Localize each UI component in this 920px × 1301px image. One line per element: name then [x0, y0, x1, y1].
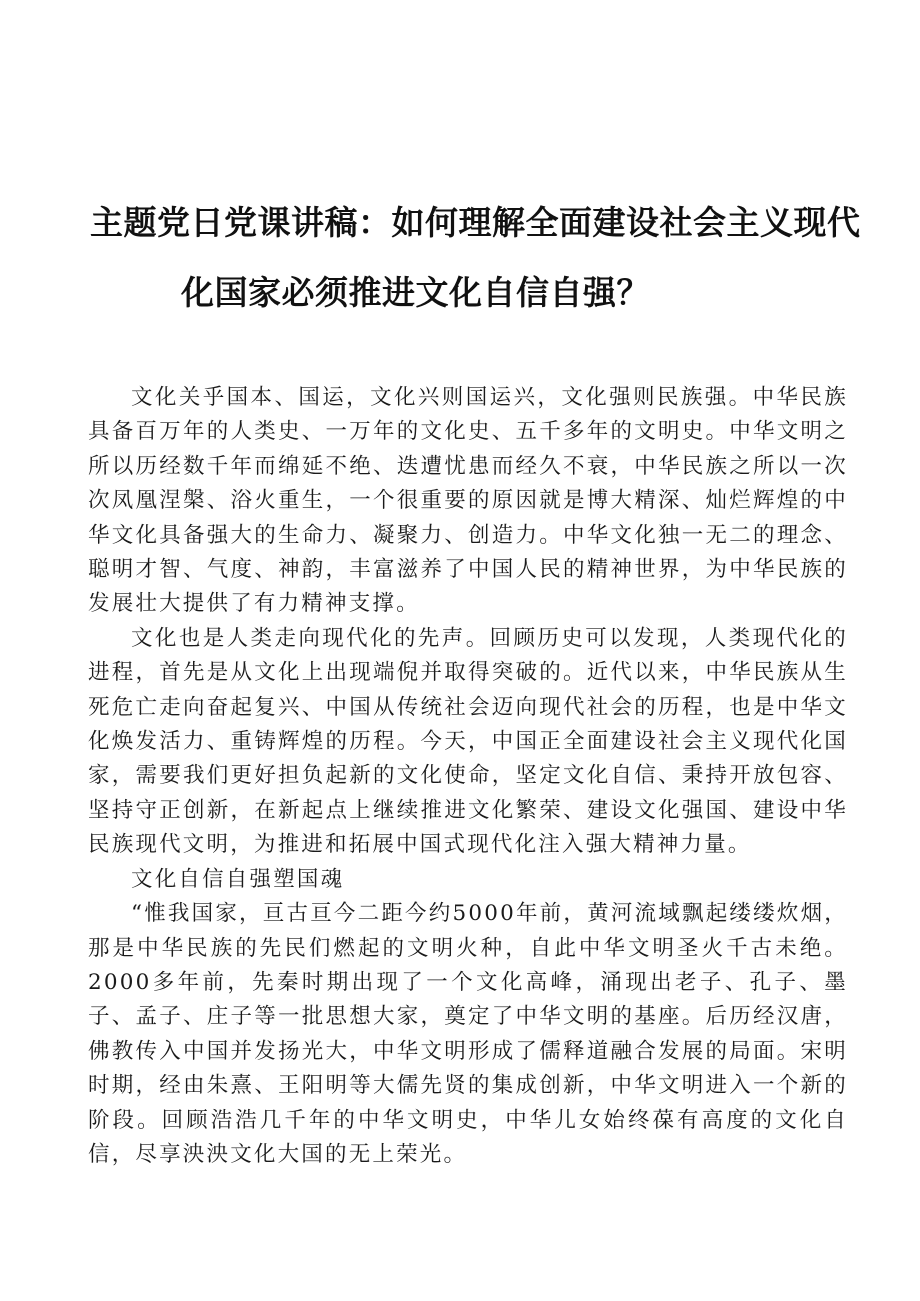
document-title [0, 188, 920, 328]
document-body [88, 381, 848, 1172]
section-heading: 文化自信自强塑国魂 [131, 866, 345, 892]
title-line-1: 主题党日党课讲稿：如何理解全面建设社会主义现代 [90, 203, 861, 242]
paragraph-2: 文化也是人类走向现代化的先声。回顾历史可以发现，人类现代化的进程，首先是从文化上出现端倪并取得突破的。近代以来，中华民族从生死危亡走向奋起复兴、中国从传统社会迈向现代社会的历程，也是中华文化焕发活力、重铸辉煌的历程。今天，中国正全面建设社会主义现代化国家，需要我们更好担负起新的文化使命，坚定文化自信、秉持开放包容、坚持守正创新，在新起点上继续推进文化繁荣、建设文化强国、建设中华民族现代文明，为推进和拓展中国式现代化注入强大精神力量。 [88, 625, 848, 858]
title-line-2: 化国家必须推进文化自信自强？ [181, 273, 650, 312]
paragraph-3: “惟我国家，亘古亘今二距今约5000年前，黄河流域飘起缕缕炊烟，那是中华民族的先民们燃起的文明火种，自此中华文明圣火千古未绝。2000多年前，先秦时期出现了一个文化高峰，涌现出老子、孔子、墨子、孟子、庄子等一批思想大家，奠定了中华文明的基座。后历经汉唐，佛教传入中国并发扬光大，中华文明形成了儒释道融合发展的局面。宋明时期，经由朱熹、王阳明等大儒先贤的集成创新，中华文明进入一个新的阶段。回顾浩浩几千年的中华文明史，中华儿女始终葆有高度的文化自信，尽享泱泱文化大国的无上荣光。 [88, 901, 848, 1167]
paragraph-1: 文化关乎国本、国运，文化兴则国运兴，文化强则民族强。中华民族具备百万年的人类史、一万年的文化史、五千多年的文明史。中华文明之所以历经数千年而绵延不绝、迭遭忧患而经久不衰，中华民族之所以一次次凤凰涅槃、浴火重生，一个很重要的原因就是博大精深、灿烂辉煌的中华文化具备强大的生命力、凝聚力、创造力。中华文化独一无二的理念、聪明才智、气度、神韵，丰富滋养了中国人民的精神世界，为中华民族的发展壮大提供了有力精神支撑。 [88, 385, 848, 617]
